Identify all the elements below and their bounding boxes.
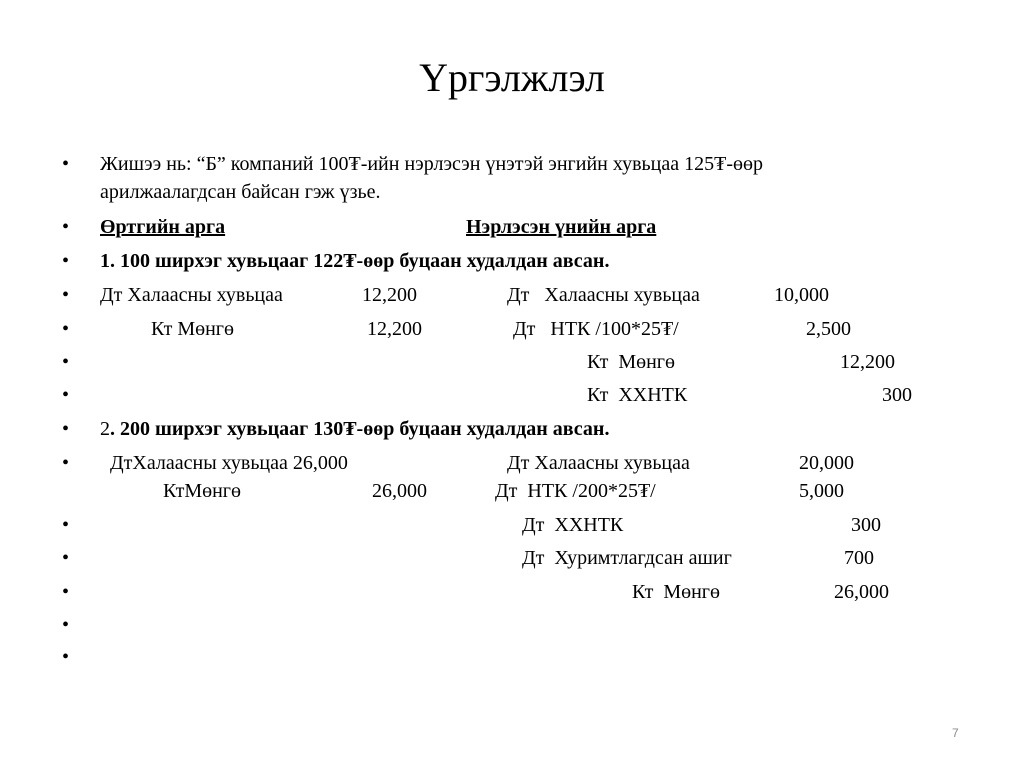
bullet-marker: • bbox=[62, 547, 70, 569]
case2-heading-number: 2 bbox=[100, 418, 110, 440]
method-cost-heading bbox=[100, 215, 468, 239]
bullet-marker: • bbox=[62, 384, 70, 406]
bullet-marker: • bbox=[62, 216, 70, 238]
case2-r3-par-account: Дт Хуримтлагдсан ашиг bbox=[522, 547, 732, 569]
case1-r3-par-amount: 12,200 bbox=[840, 351, 895, 373]
bullet-marker: • bbox=[62, 153, 70, 175]
case1-r3-par-account: Кт Мөнгө bbox=[587, 351, 676, 373]
bullet-marker: • bbox=[62, 284, 70, 306]
bullet-marker: • bbox=[62, 351, 70, 373]
case2-r3-par-amount: 700 bbox=[844, 547, 874, 569]
case1-r4-par-account: Кт ХХНТК bbox=[587, 384, 688, 406]
bullet-marker: • bbox=[62, 318, 70, 340]
slide-title: Үргэлжлэл bbox=[419, 55, 605, 100]
bullet-marker: • bbox=[62, 514, 70, 536]
bullet-marker: • bbox=[62, 646, 70, 668]
case1-r2-par-amount: 2,500 bbox=[806, 318, 851, 340]
page-number: 7 bbox=[952, 726, 959, 740]
case1-r1-par-amount: 10,000 bbox=[774, 284, 829, 306]
case1-r1-par-account: Дт Халаасны хувьцаа bbox=[507, 284, 700, 306]
case2-r2-par-account: Дт ХХНТК bbox=[522, 514, 624, 536]
bullet-marker: • bbox=[62, 250, 70, 272]
case1-r4-par-amount: 300 bbox=[882, 384, 912, 406]
case1-r2-par-account: Дт НТК /100*25₮/ bbox=[513, 318, 679, 340]
example-line-1: Жишээ нь: “Б” компаний 100₮-ийн нэрлэсэн үнэтэй энгийн хувьцаа 125₮-өөр bbox=[100, 153, 764, 175]
case1-r1-cost-account: Дт Халаасны хувьцаа bbox=[100, 284, 283, 306]
case2-r1-par-amount: 20,000 bbox=[799, 452, 854, 474]
case2-r1b-par-amount: 5,000 bbox=[799, 480, 844, 502]
case2-r4-par-amount: 26,000 bbox=[834, 581, 889, 603]
case1-r2-cost-amount: 12,200 bbox=[367, 318, 422, 340]
case2-heading-text: . 200 ширхэг хувьцааг 130₮-өөр буцаан худалдан авсан. bbox=[110, 418, 610, 440]
case1-r1-cost-amount: 12,200 bbox=[362, 284, 417, 306]
case2-r1b-cost-amount: 26,000 bbox=[372, 480, 427, 502]
case2-r2-par-amount: 300 bbox=[851, 514, 881, 536]
case2-r1-par-account: Дт Халаасны хувьцаа bbox=[507, 452, 690, 474]
case1-heading: 1. 100 ширхэг хувьцааг 122₮-өөр буцаан худалдан авсан. bbox=[100, 250, 610, 272]
example-line-2: арилжаалагдсан байсан гэж үзье. bbox=[100, 181, 381, 203]
case2-r4-par-account: Кт Мөнгө bbox=[632, 581, 721, 603]
case2-r1-cost-entry: ДтХалаасны хувьцаа 26,000 bbox=[110, 452, 348, 474]
case1-r2-cost-account: Кт Мөнгө bbox=[151, 318, 235, 340]
case2-r1b-cost-account: КтМөнгө bbox=[163, 480, 242, 502]
case2-r1b-par-account: Дт НТК /200*25₮/ bbox=[495, 480, 656, 502]
method-par-heading: Нэрлэсэн үнийн арга bbox=[466, 216, 657, 238]
bullet-marker: • bbox=[62, 452, 70, 474]
method-cost-label: Өртгийн арга bbox=[100, 216, 226, 238]
bullet-marker: • bbox=[62, 581, 70, 603]
case2-heading bbox=[100, 417, 609, 441]
bullet-marker: • bbox=[62, 418, 70, 440]
bullet-marker: • bbox=[62, 614, 70, 636]
